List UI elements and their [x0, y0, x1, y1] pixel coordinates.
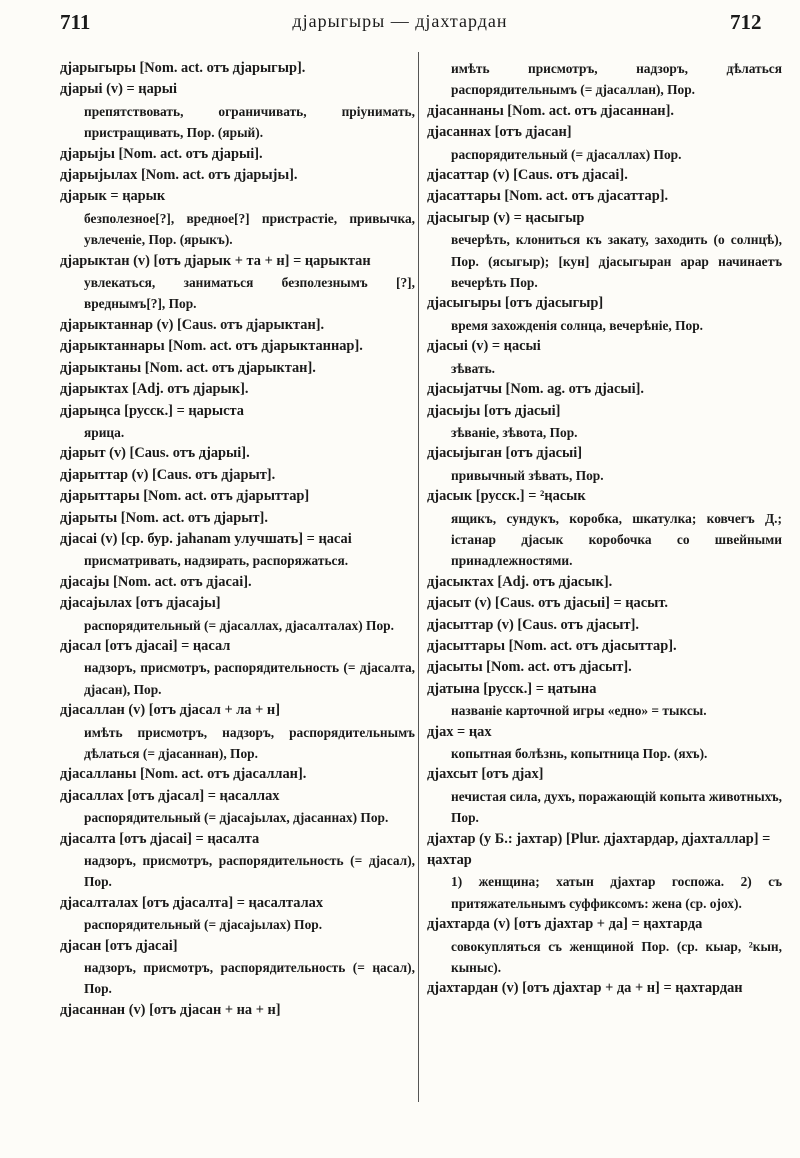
entry-definition: увлекаться, заниматься безполезнымъ [?], вреднымъ[?], Пор. — [84, 275, 415, 312]
entry-definition: надзоръ, присмотръ, распорядительность (= ңасал), Пор. — [84, 960, 415, 997]
entry-definition: распорядительный (= дјасаллах, дјасалталах) Пор. — [84, 617, 394, 633]
dictionary-entry — [427, 293, 782, 336]
dictionary-entry — [427, 636, 782, 657]
dictionary-entry — [60, 165, 415, 186]
dictionary-entry — [60, 486, 415, 507]
entry-headword: дјасыјьı [отъ дјасыі] — [427, 402, 561, 419]
page-header — [0, 0, 800, 44]
dictionary-entry — [60, 764, 415, 785]
dictionary-entry — [60, 936, 415, 1000]
dictionary-entry — [427, 657, 782, 678]
dictionary-entry — [60, 636, 415, 700]
entry-headword: дјарыттар (v) [Caus. отъ дјарыт]. — [60, 466, 276, 483]
dictionary-entry — [60, 58, 415, 79]
entry-definition: ярица. — [84, 424, 125, 440]
entry-definition: время захожденія солнца, вечерѣніе, Пор. — [451, 317, 704, 333]
page-number-right: 712 — [730, 10, 762, 34]
dictionary-entry — [60, 593, 415, 636]
right-column — [427, 58, 782, 1000]
entry-headword: дјасаі (v) [ср. бур. jahanam улучшать] = ңасаі — [60, 530, 352, 547]
entry-definition: препятствовать, ограничивать, прiунимать, пристращивать, Пор. (ярый). — [84, 103, 415, 141]
dictionary-entry — [427, 593, 782, 614]
dictionary-entry — [60, 336, 415, 357]
entry-headword: дјасытьı [Nom. act. отъ дјасыт]. — [427, 659, 632, 676]
dictionary-entry — [60, 700, 415, 764]
dictionary-entry — [60, 358, 415, 379]
entry-headword: дјасыі (v) = ңасыі — [427, 338, 541, 355]
dictionary-entry — [60, 379, 415, 400]
entry-headword: дјасыјатчы [Nom. ag. отъ дјасыі]. — [427, 381, 645, 398]
entry-definition: распорядительный (= дјасаллах) Пор. — [451, 146, 682, 162]
entry-definition: надзоръ, присмотръ, распорядительность (= дјасал), Пор. — [84, 853, 415, 890]
dictionary-entry — [60, 144, 415, 165]
entry-headword: дјахтардан (v) [отъ дјахтар + да + н] = ңахтардан — [427, 980, 743, 997]
entry-headword: дјасајьı [Nom. act. отъ дјасаі]. — [60, 573, 252, 590]
dictionary-entry — [60, 79, 415, 143]
entry-headword: дјасалта [отъ дјасаі] = ңасалта — [60, 830, 260, 847]
entry-headword: дјарыттарьı [Nom. act. отъ дјарыттар] — [60, 488, 310, 505]
dictionary-entry — [427, 208, 782, 294]
entry-headword: дјарыктах [Adj. отъ дјарык]. — [60, 381, 249, 398]
entry-headword: дјарыктаннар (v) [Caus. отъ дјарыктан]. — [60, 316, 325, 333]
entry-headword: дјасык [русск.] = ²ңасык — [427, 488, 586, 505]
entry-headword: дјахтарда (v) [отъ дјахтар + да] = ңахтарда — [427, 916, 703, 933]
entry-definition: присматривать, надзирать, распоряжаться. — [84, 553, 349, 569]
running-head: дјарыгыры — дјахтардан — [292, 11, 508, 31]
entry-headword: дјасаннах [отъ дјасан] — [427, 124, 572, 141]
dictionary-entry — [427, 58, 782, 101]
entry-headword: дјарыі (v) = ңарыі — [60, 81, 178, 98]
dictionary-entry — [60, 508, 415, 529]
entry-definition: вечерѣть, клониться къ закату, заходить (о солнцѣ), Пор. (ясыгыр); [кун] дјасыгыран арар начинаетъ вечерѣть Пор. — [451, 232, 782, 291]
entry-headword: дјасаннан (v) [отъ дјасан + на + н] — [60, 1001, 281, 1018]
entry-headword: дјарыјьı [Nom. act. отъ дјарыі]. — [60, 145, 263, 162]
entry-headword: дјасан [отъ дјасаі] — [60, 937, 178, 954]
dictionary-entry — [427, 486, 782, 572]
dictionary-entry — [60, 251, 415, 315]
left-column — [60, 58, 415, 1021]
dictionary-entry — [60, 572, 415, 593]
dictionary-entry — [60, 401, 415, 444]
entry-definition: безполезное[?], вредное[?] пристрастіе, привычка, увлеченіе, Пор. (ярыкъ). — [84, 210, 415, 248]
entry-definition: копытная болѣзнь, копытница Пор. (яхъ). — [451, 746, 708, 761]
dictionary-entry — [427, 336, 782, 379]
entry-headword: дјахсыт [отъ дјах] — [427, 766, 544, 783]
dictionary-entry — [427, 443, 782, 486]
dictionary-entry — [427, 122, 782, 165]
column-divider — [418, 52, 419, 1102]
dictionary-entry — [60, 829, 415, 893]
entry-headword: дјасаллах [отъ дјасал] = ңасаллах — [60, 787, 280, 804]
entry-definition: имѣть присмотръ, надзоръ, дѣлаться распорядительнымъ (= дјасаллан), Пор. — [451, 61, 782, 98]
dictionary-entry — [427, 978, 782, 999]
entry-headword: дјарыт (v) [Caus. отъ дјарыі]. — [60, 445, 250, 462]
dictionary-entry — [60, 1000, 415, 1021]
dictionary-entry — [427, 101, 782, 122]
entry-headword: дјасыттарьı [Nom. act. отъ дјасыттар]. — [427, 637, 677, 654]
dictionary-entry — [427, 829, 782, 915]
entry-headword: дјарыктаннарьı [Nom. act. отъ дјарыктаннар]. — [60, 338, 363, 355]
dictionary-entry — [60, 893, 415, 936]
entry-definition: распорядительный (= дјасајьıлах, дјасаннах) Пор. — [84, 810, 389, 826]
dictionary-entry — [427, 186, 782, 207]
entry-headword: дјасаннаньı [Nom. act. отъ дјасаннан]. — [427, 102, 674, 119]
dictionary-entry — [60, 443, 415, 464]
entry-definition: совокупляться съ женщиной Пор. (ср. кыар, ²кын, кыныс). — [451, 938, 782, 976]
dictionary-entry — [427, 615, 782, 636]
entry-definition: зѣвать. — [451, 360, 496, 376]
dictionary-entry — [427, 379, 782, 400]
dictionary-entry — [60, 315, 415, 336]
dictionary-entry — [427, 722, 782, 765]
entry-headword: дјахтар (у Б.: jахтар) [Plur. дјахтардар, дјахталлар] = ңахтар — [427, 830, 771, 869]
entry-headword: дјарык = ңарык — [60, 188, 166, 205]
entry-headword: дјасыт (v) [Caus. отъ дјасыі] = ңасыт. — [427, 595, 668, 612]
dictionary-entry — [427, 572, 782, 593]
dictionary-entry — [60, 786, 415, 829]
entry-headword: дјасыгырьı [отъ дјасыгыр] — [427, 295, 604, 312]
dictionary-entry — [427, 914, 782, 978]
entry-headword: дјасыктах [Adj. отъ дјасык]. — [427, 573, 613, 590]
page-number-left: 711 — [60, 10, 91, 34]
entry-definition: привычный зѣвать, Пор. — [451, 467, 604, 483]
dictionary-entry — [60, 529, 415, 572]
entry-definition: надзоръ, присмотръ, распорядительность (= дјасалта, дјасан), Пор. — [84, 660, 415, 697]
entry-headword: дјасыттар (v) [Caus. отъ дјасыт]. — [427, 616, 639, 633]
entry-headword: дјарытьı [Nom. act. отъ дјарыт]. — [60, 509, 268, 526]
entry-headword: дјарыјьıлах [Nom. act. отъ дјарыјьı]. — [60, 167, 298, 184]
entry-headword: дјах = ңах — [427, 723, 492, 740]
entry-headword: дјасајьıлах [отъ дјасајьı] — [60, 595, 221, 612]
dictionary-entry — [427, 401, 782, 444]
dictionary-entry — [427, 165, 782, 186]
entry-headword: дјатына [русск.] = ңатына — [427, 680, 597, 697]
entry-definition: 1) женщина; хатын дјахтар госпожа. 2) съ притяжательнымъ суффиксомъ: жена (ср. ојох). — [451, 874, 782, 911]
entry-headword: дјарыгырьı [Nom. act. отъ дјарыгыр]. — [60, 60, 306, 76]
entry-headword: дјасаттар (v) [Caus. отъ дјасаі]. — [427, 167, 628, 184]
entry-headword: дјасыгыр (v) = ңасыгыр — [427, 209, 585, 226]
entry-definition: нечистая сила, духъ, поражающій копыта животныхъ, Пор. — [451, 788, 782, 826]
entry-definition: распорядительный (= дјасајьıлах) Пор. — [84, 917, 323, 933]
entry-definition: названіе карточной игры «едно» = тыксы. — [451, 703, 707, 719]
dictionary-entry — [427, 764, 782, 828]
entry-headword: дјасаллан (v) [отъ дјасал + ла + н] — [60, 702, 280, 719]
entry-headword: дјарыңса [русск.] = ңарыста — [60, 402, 244, 419]
entry-headword: дјасыјыган [отъ дјасыі] — [427, 445, 583, 462]
entry-headword: дјасалланьı [Nom. act. отъ дјасаллан]. — [60, 766, 307, 783]
dictionary-entry — [427, 679, 782, 722]
entry-headword: дјарыктаньı [Nom. act. отъ дјарыктан]. — [60, 359, 316, 376]
entry-definition: имѣть присмотръ, надзоръ, распорядительнымъ дѣлаться (= дјасаннан), Пор. — [84, 724, 415, 761]
entry-headword: дјарыктан (v) [отъ дјарык + та + н] = ңарыктан — [60, 252, 371, 269]
entry-headword: дјасаттарьı [Nom. act. отъ дјасаттар]. — [427, 188, 669, 205]
entry-definition: ящикъ, сундукъ, коробка, шкатулка; ковчегъ Д.; істанар дјасык коробочка со швейными принадлежностями. — [451, 510, 782, 569]
dictionary-entry — [60, 465, 415, 486]
entry-headword: дјасалталах [отъ дјасалта] = ңасалталах — [60, 894, 324, 911]
dictionary-entry — [60, 186, 415, 250]
entry-definition: зѣваніе, зѣвота, Пор. — [451, 424, 578, 440]
entry-headword: дјасал [отъ дјасаі] = ңасал — [60, 637, 231, 654]
